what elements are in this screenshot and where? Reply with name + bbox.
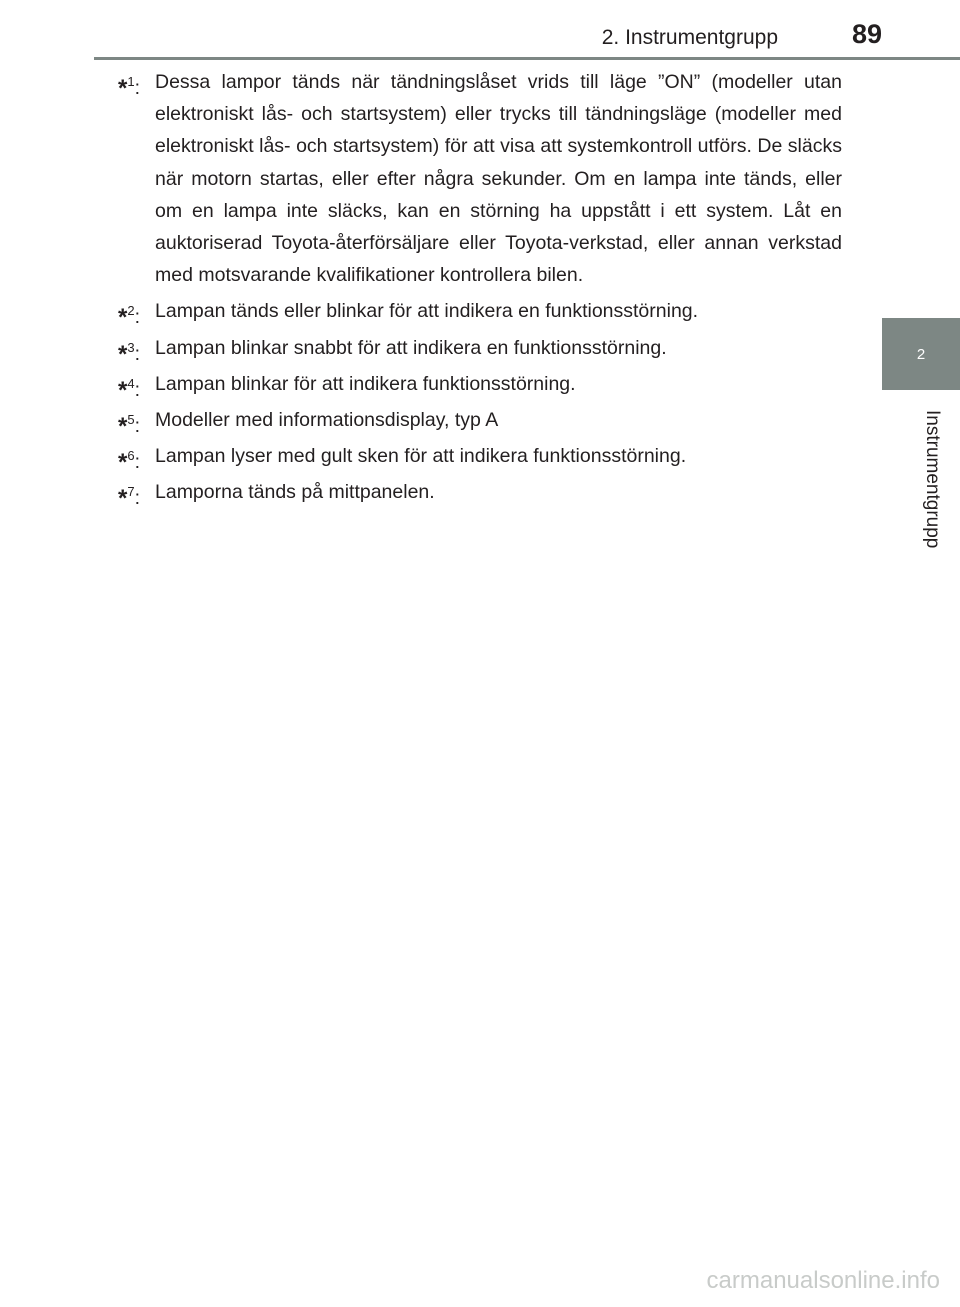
asterisk-symbol: * bbox=[118, 449, 128, 477]
footnote-index: 6 bbox=[127, 448, 135, 464]
footnote-marker: *$^6$: bbox=[118, 448, 140, 477]
footnote-text: Lampan tänds eller blinkar för att indikera en funktionsstörning. bbox=[155, 300, 699, 323]
footnote-text: Dessa lampor tänds när tändningslåset vrids till läge ”ON” (modeller utan elektroniskt lås- och startsystem) eller trycks till tändningsläge (modeller med elektroniskt lås- och startsystem) för att visa att systemkontroll utförs. De släcks när motorn startas, eller efter några sekunder. Om en lampa inte tänds, eller om en lampa inte släcks, kan en störning ha uppstått i ett system. Låt en auktoriserad Toyota-återförsäljare eller Toyota-verkstad, eller annan verkstad med motsvarande kvalifikationer kontrollera bilen. bbox=[155, 71, 842, 287]
page-number: 89 bbox=[851, 19, 882, 49]
footnote bbox=[118, 476, 842, 513]
footnote-index: 5 bbox=[127, 412, 135, 428]
watermark: carmanualsonline.info bbox=[706, 1267, 940, 1294]
header-rule bbox=[94, 57, 960, 60]
asterisk-symbol: * bbox=[118, 340, 128, 368]
footnote bbox=[118, 404, 842, 441]
chapter-number: 2 bbox=[916, 345, 926, 363]
footnote-marker: *$^3$: bbox=[118, 339, 140, 368]
footnote bbox=[118, 295, 842, 332]
footnote-index: 1 bbox=[127, 74, 135, 89]
footnote-text: Lamporna tänds på mittpanelen. bbox=[155, 481, 435, 504]
footnote-marker: *$^2$: bbox=[118, 303, 140, 332]
footnote-marker: *$^1$: bbox=[118, 74, 140, 102]
footnote-index: 4 bbox=[127, 375, 135, 391]
asterisk-symbol: * bbox=[118, 485, 128, 513]
asterisk-symbol: * bbox=[118, 413, 128, 441]
asterisk-symbol: * bbox=[118, 304, 128, 332]
footnote-list bbox=[118, 66, 842, 513]
footnote bbox=[118, 368, 842, 404]
asterisk-symbol: * bbox=[118, 376, 128, 404]
footnote bbox=[118, 66, 842, 291]
footnote bbox=[118, 440, 842, 477]
footnote-marker: *$^7$: bbox=[118, 484, 140, 513]
asterisk-symbol: * bbox=[118, 75, 128, 102]
footnote bbox=[118, 332, 842, 368]
footnote-text: Lampan blinkar för att indikera funktionsstörning. bbox=[155, 372, 576, 395]
section-header-title: 2. Instrumentgrupp bbox=[601, 26, 778, 49]
footnote-text: Lampan lyser med gult sken för att indikera funktionsstörning. bbox=[155, 445, 687, 468]
chapter-label: Instrumentgrupp bbox=[922, 410, 943, 549]
footnote-marker: *$^4$: bbox=[118, 375, 140, 404]
footnote-index: 3 bbox=[127, 339, 135, 355]
chapter-tab bbox=[882, 318, 960, 390]
footnote-text: Lampan blinkar snabbt för att indikera en funktionsstörning. bbox=[155, 336, 667, 359]
footnote-index: 2 bbox=[127, 303, 135, 319]
footnote-marker: *$^5$: bbox=[118, 412, 140, 441]
footnote-text: Modeller med informationsdisplay, typ A bbox=[155, 409, 499, 432]
footnote-index: 7 bbox=[127, 484, 135, 500]
